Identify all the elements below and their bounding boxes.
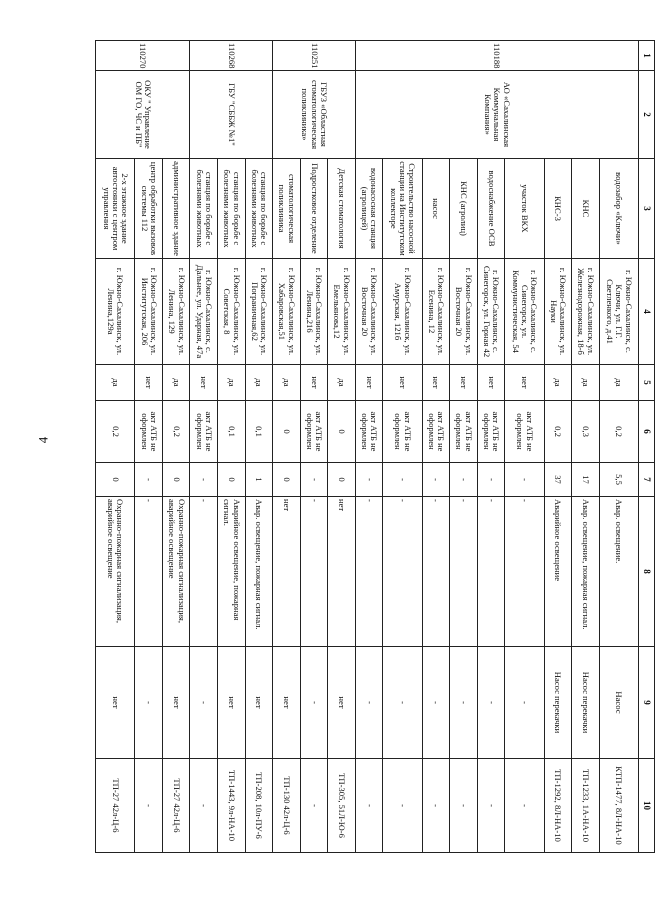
col10-cell: ТП-130 42л-Ц-6 [273, 759, 301, 853]
table-row [355, 41, 383, 853]
col7-cell: - [383, 463, 422, 497]
col7-cell: - [422, 463, 450, 497]
table-row [450, 41, 478, 853]
page-number: 4 [35, 436, 51, 444]
header-cell: 5 [639, 365, 655, 401]
org-code-cell: 110270 [96, 41, 191, 71]
col7-cell: - [300, 463, 328, 497]
col5-cell: нет [300, 365, 328, 401]
address-cell: г. Южно-Сахалинск, с. Ключи, ул. Г.Г. Светленкого, д.41 [599, 259, 638, 365]
address-cell: г. Южно-Сахалинск, ул. Хабаровская,51 [273, 259, 301, 365]
col6-cell: 0,3 [572, 401, 600, 463]
col8-cell: Авар. освещение, пожарная сигнал. [245, 497, 273, 647]
object-cell: водозабор «Ключи» [599, 159, 638, 259]
col8-cell: Охранно-пожарная сигнализация, аварийное освещение [96, 497, 135, 647]
col10-cell: - [135, 759, 163, 853]
address-cell: г. Южно-Сахалинск, ул. Амурская, 121б [383, 259, 422, 365]
object-cell: станция по борьбе с болезнями животных [190, 159, 218, 259]
col10-cell: ТП-1233, 1А-НА-10 [572, 759, 600, 853]
col10-cell: - [505, 759, 544, 853]
col5-cell: да [218, 365, 246, 401]
col6-cell: акт АТБ не оформлен [383, 401, 422, 463]
address-cell: г. Южно-Сахалинск, ул. Есенина, 12 [422, 259, 450, 365]
header-cell: 9 [639, 647, 655, 759]
address-cell: г. Южно-Сахалинск, ул. Институтская, 206 [135, 259, 163, 365]
col10-cell: - [383, 759, 422, 853]
col10-cell: - [422, 759, 450, 853]
address-cell: г. Южно-Сахалинск, с. Синегорск, ул. Коммунистическая, 54 [505, 259, 544, 365]
address-cell: г. Южно-Сахалинск, ул. Ленина,216 [300, 259, 328, 365]
col6-cell: акт АТБ не оформлен [450, 401, 478, 463]
col7-cell: 0 [273, 463, 301, 497]
col7-cell: 37 [544, 463, 572, 497]
col8-cell: нет [273, 497, 301, 647]
col9-cell: - [477, 647, 505, 759]
col5-cell: да [572, 365, 600, 401]
table-row [300, 41, 328, 853]
col8-cell: Авар. освещение, пожарная сигнал. [572, 497, 600, 647]
col9-cell: Насос перекачки [572, 647, 600, 759]
col9-cell: - [300, 647, 328, 759]
col7-cell: - [190, 463, 218, 497]
col9-cell: нет [245, 647, 273, 759]
col6-cell: 0,2 [162, 401, 190, 463]
col10-cell: ТП-1292, 8Л-НА-10 [544, 759, 572, 853]
col10-cell: ТП-305, 51Л-Ю-6 [328, 759, 356, 853]
col10-cell: ТП-27 42л-Ц-6 [96, 759, 135, 853]
col10-cell: ТП-27 42л-Ц-6 [162, 759, 190, 853]
col8-cell: нет [328, 497, 356, 647]
org-code-cell: 110188 [355, 41, 638, 71]
table-body [96, 41, 655, 853]
object-cell: водонасосная станция (агролицей) [355, 159, 383, 259]
header-cell: 4 [639, 259, 655, 365]
address-cell: г. Южно-Сахалинск, ул. Ленина,129а [96, 259, 135, 365]
col8-cell: Охранно-пожарная сигнализация, аварийное освещение [162, 497, 190, 647]
header-cell: 3 [639, 159, 655, 259]
col8-cell: Авар. освещение. [599, 497, 638, 647]
col6-cell: 0 [328, 401, 356, 463]
col7-cell: - [450, 463, 478, 497]
table-row [135, 41, 163, 853]
col8-cell: - [477, 497, 505, 647]
object-cell: КНС-3 [544, 159, 572, 259]
col8-cell: - [422, 497, 450, 647]
col9-cell: нет [96, 647, 135, 759]
col5-cell: нет [383, 365, 422, 401]
col10-cell: - [300, 759, 328, 853]
col6-cell: акт АТБ не оформлен [422, 401, 450, 463]
address-cell: г. Южно-Сахалинск, ул. Восточная 20 [355, 259, 383, 365]
table-row [245, 41, 273, 853]
col10-cell: - [355, 759, 383, 853]
object-cell: Детская стоматология [328, 159, 356, 259]
col6-cell: 0,2 [599, 401, 638, 463]
col8-cell: - [505, 497, 544, 647]
col7-cell: - [505, 463, 544, 497]
table-row [218, 41, 246, 853]
org-name-cell: АО «Сахалинская Коммунальная Компания» [355, 71, 638, 159]
col7-cell: - [135, 463, 163, 497]
header-cell: 2 [639, 71, 655, 159]
col5-cell: да [599, 365, 638, 401]
address-cell: г. Южно-Сахалинск, ул. Пограничная,62 [245, 259, 273, 365]
col5-cell: нет [355, 365, 383, 401]
header-cell: 8 [639, 497, 655, 647]
col6-cell: 0 [273, 401, 301, 463]
address-cell: г. Южно-Сахалинск, ул. Ленина, 129 [162, 259, 190, 365]
col7-cell: 5,5 [599, 463, 638, 497]
col6-cell: 0,2 [544, 401, 572, 463]
col5-cell: нет [422, 365, 450, 401]
col5-cell: да [544, 365, 572, 401]
header-row [639, 41, 655, 853]
col6-cell: 0,1 [245, 401, 273, 463]
table-row [162, 41, 190, 853]
col5-cell: нет [477, 365, 505, 401]
object-cell: станция по борьбе с болезнями животных [218, 159, 246, 259]
address-cell: г. Южно-Сахалинск, ул. Железнодорожная, 18-б [572, 259, 600, 365]
col6-cell: 0,2 [96, 401, 135, 463]
col7-cell: 0 [218, 463, 246, 497]
col6-cell: акт АТБ не оформлен [355, 401, 383, 463]
table-row [96, 41, 135, 853]
col6-cell: акт АТБ не оформлен [300, 401, 328, 463]
header-cell: 6 [639, 401, 655, 463]
col5-cell: да [273, 365, 301, 401]
col6-cell: акт АТБ не оформлен [477, 401, 505, 463]
col9-cell: нет [218, 647, 246, 759]
header-cell: 1 [639, 41, 655, 71]
col7-cell: 1 [245, 463, 273, 497]
object-cell: административное здание [162, 159, 190, 259]
col7-cell: 0 [328, 463, 356, 497]
col9-cell: - [422, 647, 450, 759]
col10-cell: - [477, 759, 505, 853]
col7-cell: 17 [572, 463, 600, 497]
col9-cell: - [505, 647, 544, 759]
col5-cell: да [328, 365, 356, 401]
col5-cell: да [162, 365, 190, 401]
object-cell: КНС [572, 159, 600, 259]
col8-cell: - [190, 497, 218, 647]
col8-cell: - [383, 497, 422, 647]
col6-cell: акт АТБ не оформлен [190, 401, 218, 463]
table-row [599, 41, 638, 853]
table-row [190, 41, 218, 853]
col7-cell: - [477, 463, 505, 497]
table-row [383, 41, 422, 853]
org-name-cell: ГБУ "СББЖ №1" [190, 71, 273, 159]
col8-cell: - [450, 497, 478, 647]
col5-cell: нет [450, 365, 478, 401]
col6-cell: 0,1 [218, 401, 246, 463]
col8-cell: Аварийное освещение, пожарная сигнал. [218, 497, 246, 647]
address-cell: г. Южно-Сахалинск, ул. Емельянова,12 [328, 259, 356, 365]
address-cell: г. Южно-Сахалинск, ул. Науки [544, 259, 572, 365]
col8-cell: - [355, 497, 383, 647]
object-cell: 2-х этажное здание автостоянки с центром управления [96, 159, 135, 259]
col9-cell: Насос перекачки [544, 647, 572, 759]
col9-cell: - [135, 647, 163, 759]
table-row [422, 41, 450, 853]
object-cell: станция по борьбе с болезнями животных [245, 159, 273, 259]
col8-cell: - [135, 497, 163, 647]
col8-cell: - [300, 497, 328, 647]
table-row [544, 41, 572, 853]
object-cell: Строительство насосной станции на Институтском коллекторе [383, 159, 422, 259]
org-name-cell: ОКУ " Управление ОМ ГО, ЧС и ПБ" [96, 71, 191, 159]
header-cell: 7 [639, 463, 655, 497]
col10-cell: - [450, 759, 478, 853]
col6-cell: акт АТБ не оформлен [135, 401, 163, 463]
col9-cell: нет [273, 647, 301, 759]
col7-cell: 0 [96, 463, 135, 497]
address-cell: г. Южно-Сахалинск, с. Синегорск, ул. Горная 42 [477, 259, 505, 365]
org-name-cell: ГБУЗ «Областная стоматологическая поликлиника» [273, 71, 356, 159]
col7-cell: 0 [162, 463, 190, 497]
table-row [572, 41, 600, 853]
table-row [273, 41, 301, 853]
table-row [477, 41, 505, 853]
org-code-cell: 110251 [273, 41, 356, 71]
object-cell: водоснабжение ОСВ [477, 159, 505, 259]
object-cell: Подростковое отделение [300, 159, 328, 259]
address-cell: г. Южно-Сахалинск, с. Дальнее, ул. Ударная, 47а [190, 259, 218, 365]
col7-cell: - [355, 463, 383, 497]
col9-cell: - [190, 647, 218, 759]
org-code-cell: 110268 [190, 41, 273, 71]
object-cell: центр обработки вызовов системы 112 [135, 159, 163, 259]
address-cell: г. Южно-Сахалинск, ул. Советская, 8 [218, 259, 246, 365]
col5-cell: да [245, 365, 273, 401]
address-cell: г. Южно-Сахалинск, ул. Восточная 20 [450, 259, 478, 365]
col8-cell: Аварийное освещение [544, 497, 572, 647]
object-cell: насос [422, 159, 450, 259]
object-cell: участок ВКХ [505, 159, 544, 259]
col10-cell: - [190, 759, 218, 853]
col9-cell: Насос [599, 647, 638, 759]
col5-cell: нет [135, 365, 163, 401]
header-cell: 10 [639, 759, 655, 853]
data-table [95, 40, 655, 853]
col6-cell: акт АТБ не оформлен [505, 401, 544, 463]
table-row [328, 41, 356, 853]
object-cell: КНС (агролиц) [450, 159, 478, 259]
col5-cell: нет [505, 365, 544, 401]
col10-cell: КТП-1477, 8Л-НА-10 [599, 759, 638, 853]
col5-cell: да [96, 365, 135, 401]
col9-cell: - [355, 647, 383, 759]
col9-cell: - [450, 647, 478, 759]
col10-cell: ТП-1443, 9л-НА-10 [218, 759, 246, 853]
col10-cell: ТП-208, 10л-ПУ-6 [245, 759, 273, 853]
col5-cell: нет [190, 365, 218, 401]
col9-cell: нет [328, 647, 356, 759]
col9-cell: нет [162, 647, 190, 759]
object-cell: стоматологическая поликлиника [273, 159, 301, 259]
table-row [505, 41, 544, 853]
rotated-table-wrapper [95, 40, 655, 852]
col9-cell: - [383, 647, 422, 759]
